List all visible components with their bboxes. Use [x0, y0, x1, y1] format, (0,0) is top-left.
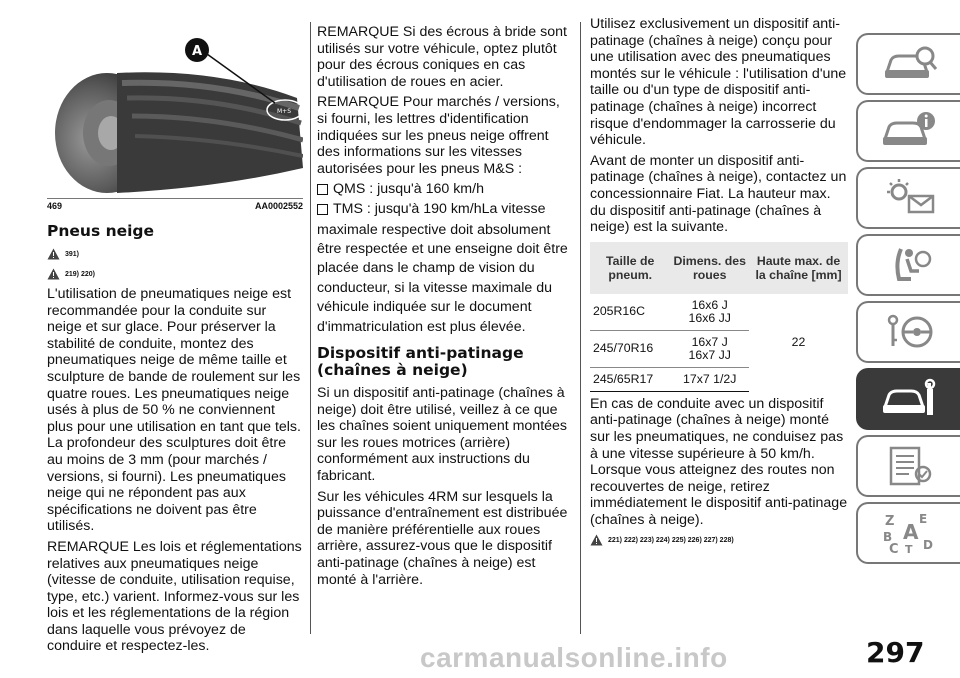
tab-starting-driving[interactable] — [856, 301, 960, 363]
bullet-square-icon — [317, 204, 328, 215]
body-paragraph: Avant de monter un dispositif anti-patinage (chaînes à neige), contactez un concessionnaire Fiat. La hauteur max. du dispositif anti-patinage (chaînes à neige) est la suivante. — [590, 152, 847, 236]
key-steering-wheel-icon — [879, 310, 939, 354]
tab-car-info[interactable] — [856, 100, 960, 162]
car-info-icon — [879, 109, 939, 153]
figure-number: 469 — [47, 201, 63, 211]
alphabetical-index-icon — [879, 511, 939, 555]
warning-triangle-icon — [590, 534, 603, 546]
table-header: Haute max. de la chaîne [mm] — [749, 242, 848, 294]
max-chain-height: 22 — [791, 334, 806, 349]
tab-technical-data[interactable] — [856, 435, 960, 497]
column-3 — [590, 16, 848, 552]
snow-tire-illustration — [47, 28, 303, 196]
note-paragraph: REMARQUE Les lois et réglementations relatives aux pneumatiques neige (vitesse de conduite, utilisation requise, type, etc.) varient. Informez-vous sur les lois et les réglementations de la région dans laquelle vous prévoyez de conduire et respectez-les. — [47, 538, 302, 655]
body-paragraph: maximale respective doit absolument être respectée et une enseigne doit être placée dans le champ de vision du conducteur, si la vitesse maximale du véhicule indiquée sur le document d'immatriculation est plus élevée. — [317, 221, 568, 335]
tab-car-search[interactable] — [856, 33, 960, 95]
caution-triangle-icon — [47, 268, 60, 280]
column-divider — [580, 22, 581, 634]
section-heading: Pneus neige — [47, 222, 155, 240]
svg-text:B: B — [883, 530, 893, 544]
svg-text:E: E — [919, 512, 928, 526]
tab-index[interactable] — [856, 502, 960, 564]
speed-bullet: QMS : jusqu'à 160 km/h — [317, 181, 571, 198]
spec-sheet-icon — [879, 444, 939, 488]
column-2 — [317, 24, 571, 592]
body-paragraph: Sur les véhicules 4RM sur lesquels la puissance d'entraînement est distribuée de manière préférentielle aux roues arrière, assurez-vous que le dispositif anti-patinage (chaînes à neige) est monté à l'arrière. — [317, 488, 568, 588]
figure-code: AA0002552 — [254, 201, 303, 211]
warning-lights-icon — [879, 176, 939, 220]
tab-safety[interactable] — [856, 234, 960, 296]
watermark: carmanualsonline.info — [420, 642, 728, 673]
warning-reference: 221) 222) 223) 224) 225) 226) 227) 228) — [590, 532, 848, 548]
car-wrench-icon — [879, 377, 939, 421]
page-number: 297 — [866, 636, 925, 669]
column-divider — [310, 22, 311, 634]
figure-caption — [47, 198, 303, 211]
section-heading: Dispositif anti-patinage (chaînes à neige) — [317, 343, 524, 379]
note-paragraph: REMARQUE Si des écrous à bride sont utilisés sur votre véhicule, optez plutôt pour des écrous coniques en cas d'utilisation de roues en acier. — [317, 24, 567, 90]
svg-text:A: A — [903, 520, 919, 544]
table-row: 245/70R16 16x7 J 16x7 JJ — [590, 330, 848, 367]
tab-warning-lights[interactable] — [856, 167, 960, 229]
svg-text:Z: Z — [885, 514, 895, 529]
speed-bullet: TMS : jusqu'à 190 km/hLa vitesse — [317, 201, 571, 218]
tire-marking: M+S — [277, 108, 292, 115]
table-header: Taille de pneum. — [590, 242, 670, 294]
table-row: 245/65R17 17x7 1/2J — [590, 367, 848, 391]
note-paragraph: REMARQUE Pour marchés / versions, si fourni, les lettres d'identification indiquées sur les pneus neige offrent des informations sur les vitesses autorisées pour les pneus M&S : — [317, 94, 560, 177]
car-search-icon — [879, 42, 939, 86]
svg-text:T: T — [905, 543, 913, 555]
warning-triangle-icon — [47, 248, 60, 260]
warning-reference: 391) — [47, 246, 303, 262]
bullet-square-icon — [317, 184, 328, 195]
table-row: 205R16C 16x6 J 16x6 JJ 22 — [590, 294, 848, 331]
tire-figure — [47, 28, 303, 196]
svg-text:D: D — [923, 538, 933, 552]
svg-text:C: C — [889, 542, 899, 555]
column-1 — [47, 28, 303, 659]
callout-letter: A — [191, 44, 203, 59]
body-paragraph: Si un dispositif anti-patinage (chaînes à neige) doit être utilisé, veillez à ce que les chaînes soient uniquement montées sur les roues motrices (arrière) conformément aux instructions du fabricant. — [317, 384, 568, 484]
snow-chain-table — [590, 242, 848, 392]
body-paragraph: Utilisez exclusivement un dispositif anti-patinage (chaînes à neige) conçu pour une utilisation avec des pneumatiques montés sur le véhicule : l'utilisation d'une taille ou d'un type de dispositif anti-patinage (chaînes à neige) incorrect risque d'endommager la carrosserie du véhicule. — [590, 16, 847, 149]
table-header: Dimens. des roues — [670, 242, 749, 294]
tab-emergency-maintenance[interactable] — [856, 368, 960, 430]
caution-reference: 219) 220) — [47, 266, 303, 282]
chapter-tabs — [856, 33, 960, 569]
body-paragraph: En cas de conduite avec un dispositif anti-patinage (chaînes à neige) monté sur les pneumatiques, ne conduisez pas à une vitesse supérieure à 50 km/h. Lorsque vous atteignez des routes non recouvertes de neige, retirez immédiatement le dispositif anti-patinage (chaînes à neige). — [590, 395, 848, 528]
airbag-seat-icon — [879, 243, 939, 287]
body-paragraph: L'utilisation de pneumatiques neige est recommandée pour la conduite sur neige et sur glace. Pour préserver la stabilité de conduite, montez des pneumatiques neige de même taille et sculpture de bande de roulement sur les quatre roues. Les pneumatiques neige usés à plus de 50 % ne conviennent plus pour une utilisation en tant que tels. La profondeur des sculptures doit être au moins de 3 mm (pour marchés / versions, si fourni). Les pneumatiques neige qui ne répondent pas aux spécifications ne doivent pas être utilisés. — [47, 286, 301, 535]
